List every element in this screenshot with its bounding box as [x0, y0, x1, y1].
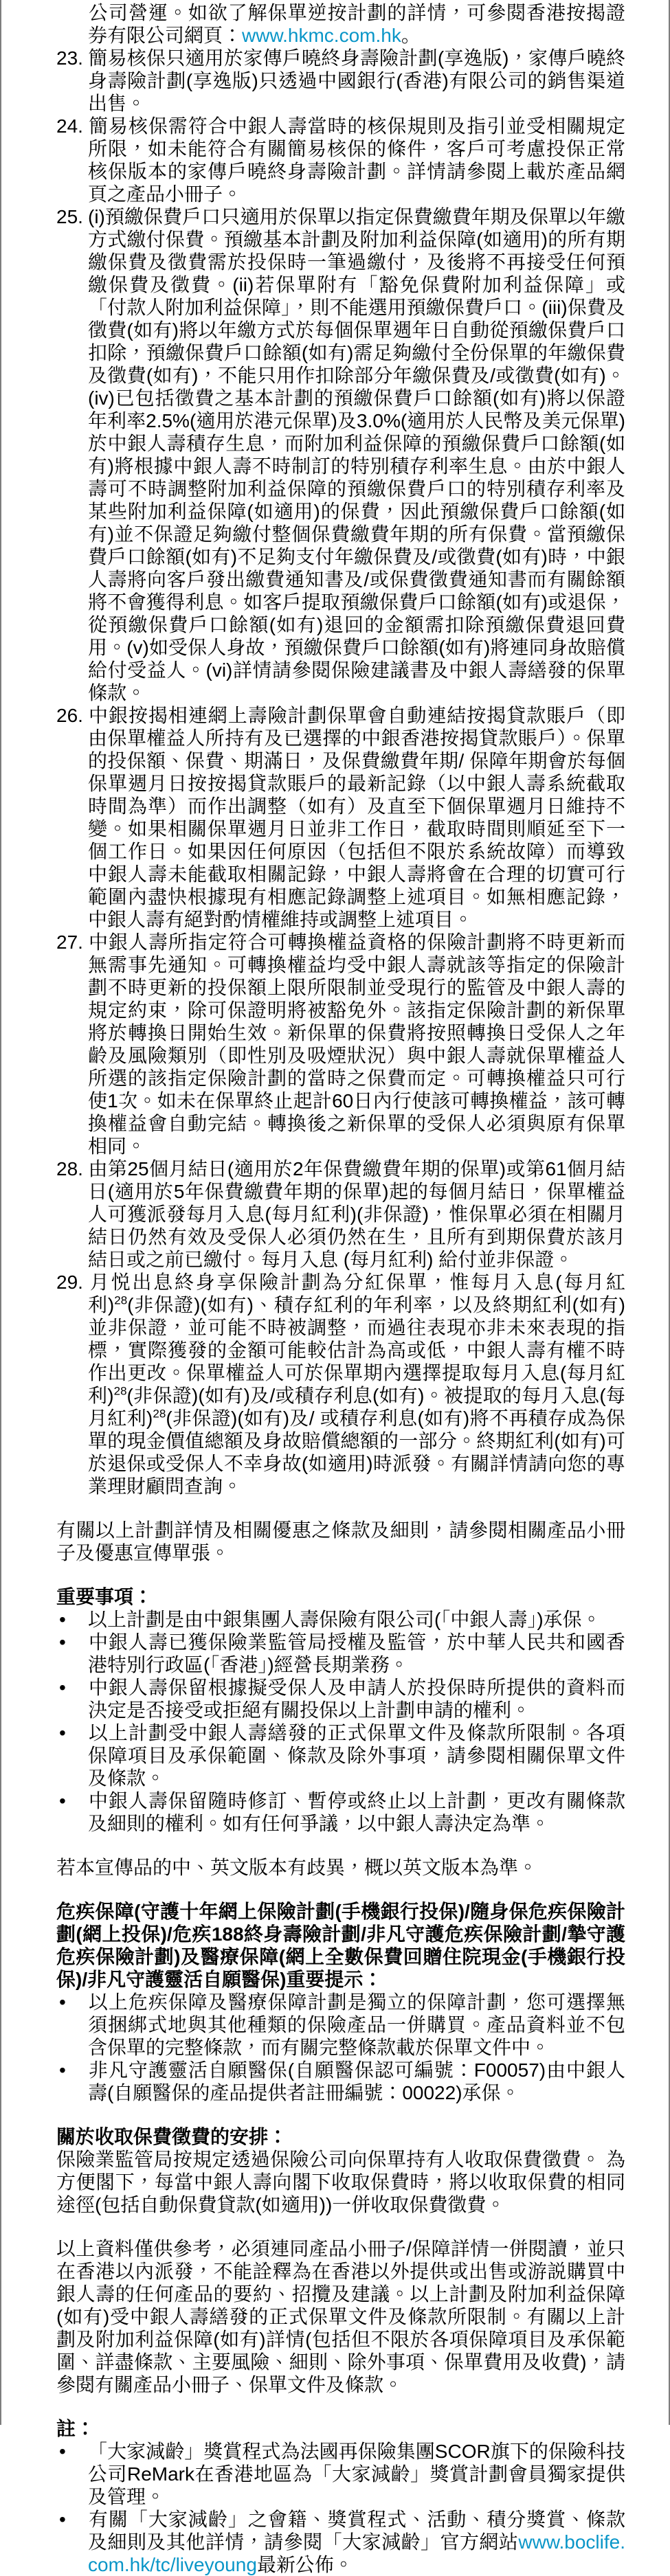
footnote-ref-28: 28	[113, 1384, 127, 1398]
bullet-text: 「大家減齡」獎賞程式為法國再保險集團SCOR旗下的保險科技公司ReMark在香港地區為「大家減齡」獎賞計劃會員獨家提供及管理。	[88, 2441, 625, 2507]
note-item-25	[56, 205, 625, 704]
note-item-29	[56, 1271, 625, 1498]
important-bullet-amendment-right	[56, 1789, 625, 1835]
note-text: (非保證)(如有)及/ 或積存利息(如有)將不再積存成為保單的現金價值總額及身故賠償總額的一部分。終期紅利(如有)可於退保或受保人不幸身故(如適用)時派發。有關詳情請向您的專業理財顧問查詢。	[88, 1408, 625, 1497]
note-item-28	[56, 1157, 625, 1271]
note-number: 27.	[56, 931, 83, 953]
note-text: 中銀人壽所指定符合可轉換權益資格的保險計劃將不時更新而無需事先通知。可轉換權益均受中銀人壽就該等指定的保險計劃不時更新的投保額上限所限制並受現行的監管及中銀人壽的規定約束，除可保證明將被豁免外。該指定保險計劃的新保單將於轉換日開始生效。新保單的保費將按照轉換日受保人之年齡及風險類別（即性別及吸煙狀況）與中銀人壽就保單權益人所選的該指定保險計劃的當時之保費而定。可轉換權益只可行使1次。如未在保單終止起計60日內行使該可轉換權益，該可轉換權益會自動完結。轉換後之新保單的受保人必須與原有保單相同。	[88, 931, 625, 1157]
note-text: 簡易核保只適用於家傳戶曉終身壽險計劃(享逸版)，家傳戶曉終身壽險計劃(享逸版)只透過中國銀行(香港)有限公司的銷售渠道出售。	[88, 47, 625, 114]
note-number: 24.	[56, 115, 83, 137]
levy-body: 保險業監管局按規定透過保險公司向保單持有人收取保費徵費。 為方便閣下，每當中銀人壽向閣下收取保費時，將以收取保費的相同途徑(包括自動保費貸款(如適用))一併收取保費徵費。	[56, 2149, 625, 2215]
note-text: (非保證)(如有)、積存紅利的年利率，以及終期紅利(如有)並非保證，並可能不時被調整，而過往表現亦非未來表現的指標，實際獲發的金額可能較估計為高或低，中銀人壽有權不時作出更改。保單權益人可於保單期內選擇提取每月入息(每月紅利)	[88, 1294, 625, 1406]
note-text: (非保證)(如有)及/或積存利息(如有)。被提取的每月入息(每月紅利)	[88, 1385, 625, 1429]
language-version-paragraph: 若本宣傳品的中、英文版本有歧異，概以英文版本為準。	[56, 1857, 538, 1878]
note-item-26	[56, 704, 625, 931]
remarks-bullet-remark-program	[56, 2440, 625, 2508]
bullet-text: 中銀人壽保留隨時修訂、暫停或終止以上計劃，更改有關條款及細則的權利。如有任何爭議，以中銀人壽決定為準。	[88, 1790, 625, 1834]
bullet-icon: •	[59, 1677, 66, 1698]
ci-bullet-vhis-number	[56, 2059, 625, 2104]
note-22-text: 公司營運。如欲了解保單逆按計劃的詳情，可參閱香港按揭證券有限公司網頁：	[88, 2, 625, 46]
bullet-text: 以上危疾保障及醫療保障計劃是獨立的保障計劃，您可選擇無須捆綁式地與其他種類的保險產品一併購買。產品資料並不包含保單的完整條款，而有關完整條款載於保單文件中。	[88, 1991, 625, 2058]
note-number: 26.	[56, 705, 83, 726]
plan-details-paragraph: 有關以上計劃詳情及相關優惠之條款及細則，請參閱相關產品小冊子及優惠宣傳單張。	[56, 1519, 625, 1563]
important-notes-section	[56, 1585, 625, 1835]
hkmc-link[interactable]: www.hkmc.com.hk	[242, 25, 401, 46]
footnote-ref-28: 28	[114, 1293, 128, 1307]
important-bullet-authorization	[56, 1631, 625, 1676]
remarks-section	[56, 2417, 625, 2576]
bullet-text: 非凡守護靈活自願醫保(自願醫保認可編號：F00057)由中銀人壽(自願醫保的產品提供者註冊編號：00022)承保。	[88, 2059, 625, 2103]
bullet-icon: •	[59, 1609, 66, 1630]
note-22-continuation	[56, 1, 625, 47]
note-item-27	[56, 931, 625, 1157]
bullet-text: 中銀人壽保留根據擬受保人及申請人於投保時所提供的資料而決定是否接受或拒絕有關投保以上計劃申請的權利。	[88, 1677, 625, 1721]
bullet-text: 以上計劃是由中銀集團人壽保險有限公司(「中銀人壽」)承保。	[88, 1609, 601, 1630]
critical-illness-section	[56, 1900, 625, 2104]
bullet-text: 以上計劃受中銀人壽繕發的正式保單文件及條款所限制。各項保障項目及承保範圍、條款及除外事項，請參閱相關保單文件及條款。	[88, 1722, 625, 1789]
important-notes-title: 重要事項：	[56, 1586, 153, 1607]
important-bullet-acceptance-right	[56, 1676, 625, 1721]
note-item-24	[56, 115, 625, 205]
ci-bullet-standalone-plan	[56, 1991, 625, 2059]
boclife-liveyoung-link[interactable]: www.boclife.com.hk/tc/liveyoung	[88, 2531, 625, 2575]
levy-title: 關於收取保費徵費的安排：	[56, 2126, 288, 2147]
note-text: 簡易核保需符合中銀人壽當時的核保規則及指引並受相關規定所限，如未能符合有關簡易核保的條件，客戶可考慮投保正常核保版本的家傳戶曉終身壽險計劃。詳情請參閱上載於產品網頁之產品小冊子。	[88, 115, 625, 205]
bullet-icon: •	[59, 2441, 66, 2462]
note-text: (i)預繳保費戶口只適用於保單以指定保費繳費年期及保單以年繳方式繳付保費。預繳基本計劃及附加利益保障(如適用)的所有期繳保費及徵費需於投保時一筆過繳付，及後將不再接受任何預繳保費及徵費。(ii)若保單附有「豁免保費附加利益保障」或「付款人附加利益保障」，則不能選用預繳保費戶口。(iii)保費及徵費(如有)將以年繳方式於每個保單週年日自動從預繳保費戶口扣除，預繳保費戶口餘額(如有)需足夠繳付全份保單的年繳保費及徵費(如有)，不能只用作扣除部分年繳保費及/或徵費(如有)。(iv)已包括徵費之基本計劃的預繳保費戶口餘額(如有)將以保證年利率2.5%(適用於港元保單)及3.0%(適用於人民幣及美元保單)於中銀人壽積存生息，而附加利益保障的預繳保費戶口餘額(如有)將根據中銀人壽不時制訂的特別積存利率生息。由於中銀人壽可不時調整附加利益保障的預繳保費戶口的特別積存利率及某些附加利益保障(如適用)的保費，因此預繳保費戶口餘額(如有)並不保證足夠繳付整個保費繳費年期的所有保費。當預繳保費戶口餘額(如有)不足夠支付年繳保費及/或徵費(如有)時，中銀人壽將向客戶發出繳費通知書及/或保費徵費通知書而有關餘額將不會獲得利息。如客戶提取預繳保費戶口餘額(如有)或退保，從預繳保費戶口餘額(如有)退回的金額需扣除預繳保費退回費用。(v)如受保人身故，預繳保費戶口餘額(如有)將連同身故賠償給付受益人。(vi)詳情請參閱保險建議書及中銀人壽繕發的保單條款。	[88, 206, 625, 703]
important-bullet-underwriter	[56, 1608, 625, 1631]
remarks-bullet-liveyoung-website	[56, 2508, 625, 2576]
bullet-icon: •	[59, 1991, 66, 2013]
bullet-icon: •	[59, 2059, 66, 2081]
bullet-text: 有關「大家減齡」之會籍、獎賞程式、活動、積分獎賞、條款及細則及其他詳情，請參閱「大家減齡」官方網站	[88, 2509, 625, 2553]
bullet-icon: •	[59, 1790, 66, 1811]
note-22-period: 。	[401, 25, 421, 46]
bullet-text: 中銀人壽已獲保險業監管局授權及監管，於中華人民共和國香港特別行政區(「香港」)經營長期業務。	[88, 1631, 625, 1675]
general-disclaimer-paragraph: 以上資料僅供參考，必須連同產品小冊子/保障詳情一併閱讀，並只在香港以內派發，不能詮釋為在香港以外提供或出售或游説購買中銀人壽的任何產品的要約、招攬及建議。以上計劃及附加利益保障(如有)受中銀人壽繕發的正式保單文件及條款所限制。有關以上計劃及附加利益保障(如有)詳情(包括但不限於各項保障項目及承保範圍、詳盡條款、主要風險、細則、除外事項、保單費用及收費)，請參閱有關產品小冊子、保單文件及條款。	[56, 2238, 625, 2395]
bullet-icon: •	[59, 1722, 66, 1743]
note-number: 23.	[56, 47, 83, 69]
note-number: 25.	[56, 206, 83, 227]
bullet-icon: •	[59, 2509, 66, 2530]
note-text: 中銀按揭相連網上壽險計劃保單會自動連結按揭貸款賬戶（即由保單權益人所持有及已選擇的中銀香港按揭貸款賬戶）。保單的投保額、保費、期滿日，及保費繳費年期/ 保障年期會於每個保單週月日按按揭貸款賬戶的最新記錄（以中銀人壽系統截取時間為準）而作出調整（如有）及直至下個保單週月日維持不變。如果相關保單週月日並非工作日，截取時間則順延至下一個工作日。如果因任何原因（包括但不限於系統故障）而導致中銀人壽未能截取相關記錄，中銀人壽將會在合理的切實可行範圍內盡快根據現有相應記錄調整上述項目。如無相應記錄，中銀人壽有絕對酌情權維持或調整上述項目。	[88, 705, 625, 930]
levy-section	[56, 2125, 625, 2216]
footnote-ref-28: 28	[153, 1407, 166, 1421]
note-text: 月悦出息終身享保險計劃為分紅保單，惟每月入息(每月紅利)	[88, 1272, 625, 1315]
note-item-23	[56, 47, 625, 115]
bullet-text: 最新公佈。	[256, 2554, 353, 2575]
remarks-title: 註：	[56, 2418, 96, 2439]
note-text: 由第25個月結日(適用於2年保費繳費年期的保單)或第61個月結日(適用於5年保費繳費年期的保單)起的每個月結日，保單權益人可獲派發每月入息(每月紅利)(非保證)，惟保單必須在相關月結日仍然有效及受保人必須仍然在生，且所有到期保費於該月結日或之前已繳付。每月入息 (每月紅利) 給付並非保證。	[88, 1158, 625, 1270]
important-bullet-policy-documents	[56, 1721, 625, 1789]
note-number: 29.	[56, 1272, 83, 1293]
critical-illness-title: 危疾保障(守護十年網上保險計劃(手機銀行投保)/隨身保危疾保險計劃(網上投保)/危疾188終身壽險計劃/非凡守護危疾保險計劃/摯守護危疾保險計劃)及醫療保障(網上全數保費回贈住院現金(手機銀行投保)/非凡守護靈活自願醫保)重要提示：	[56, 1901, 625, 1990]
bullet-icon: •	[59, 1631, 66, 1653]
note-number: 28.	[56, 1158, 83, 1179]
